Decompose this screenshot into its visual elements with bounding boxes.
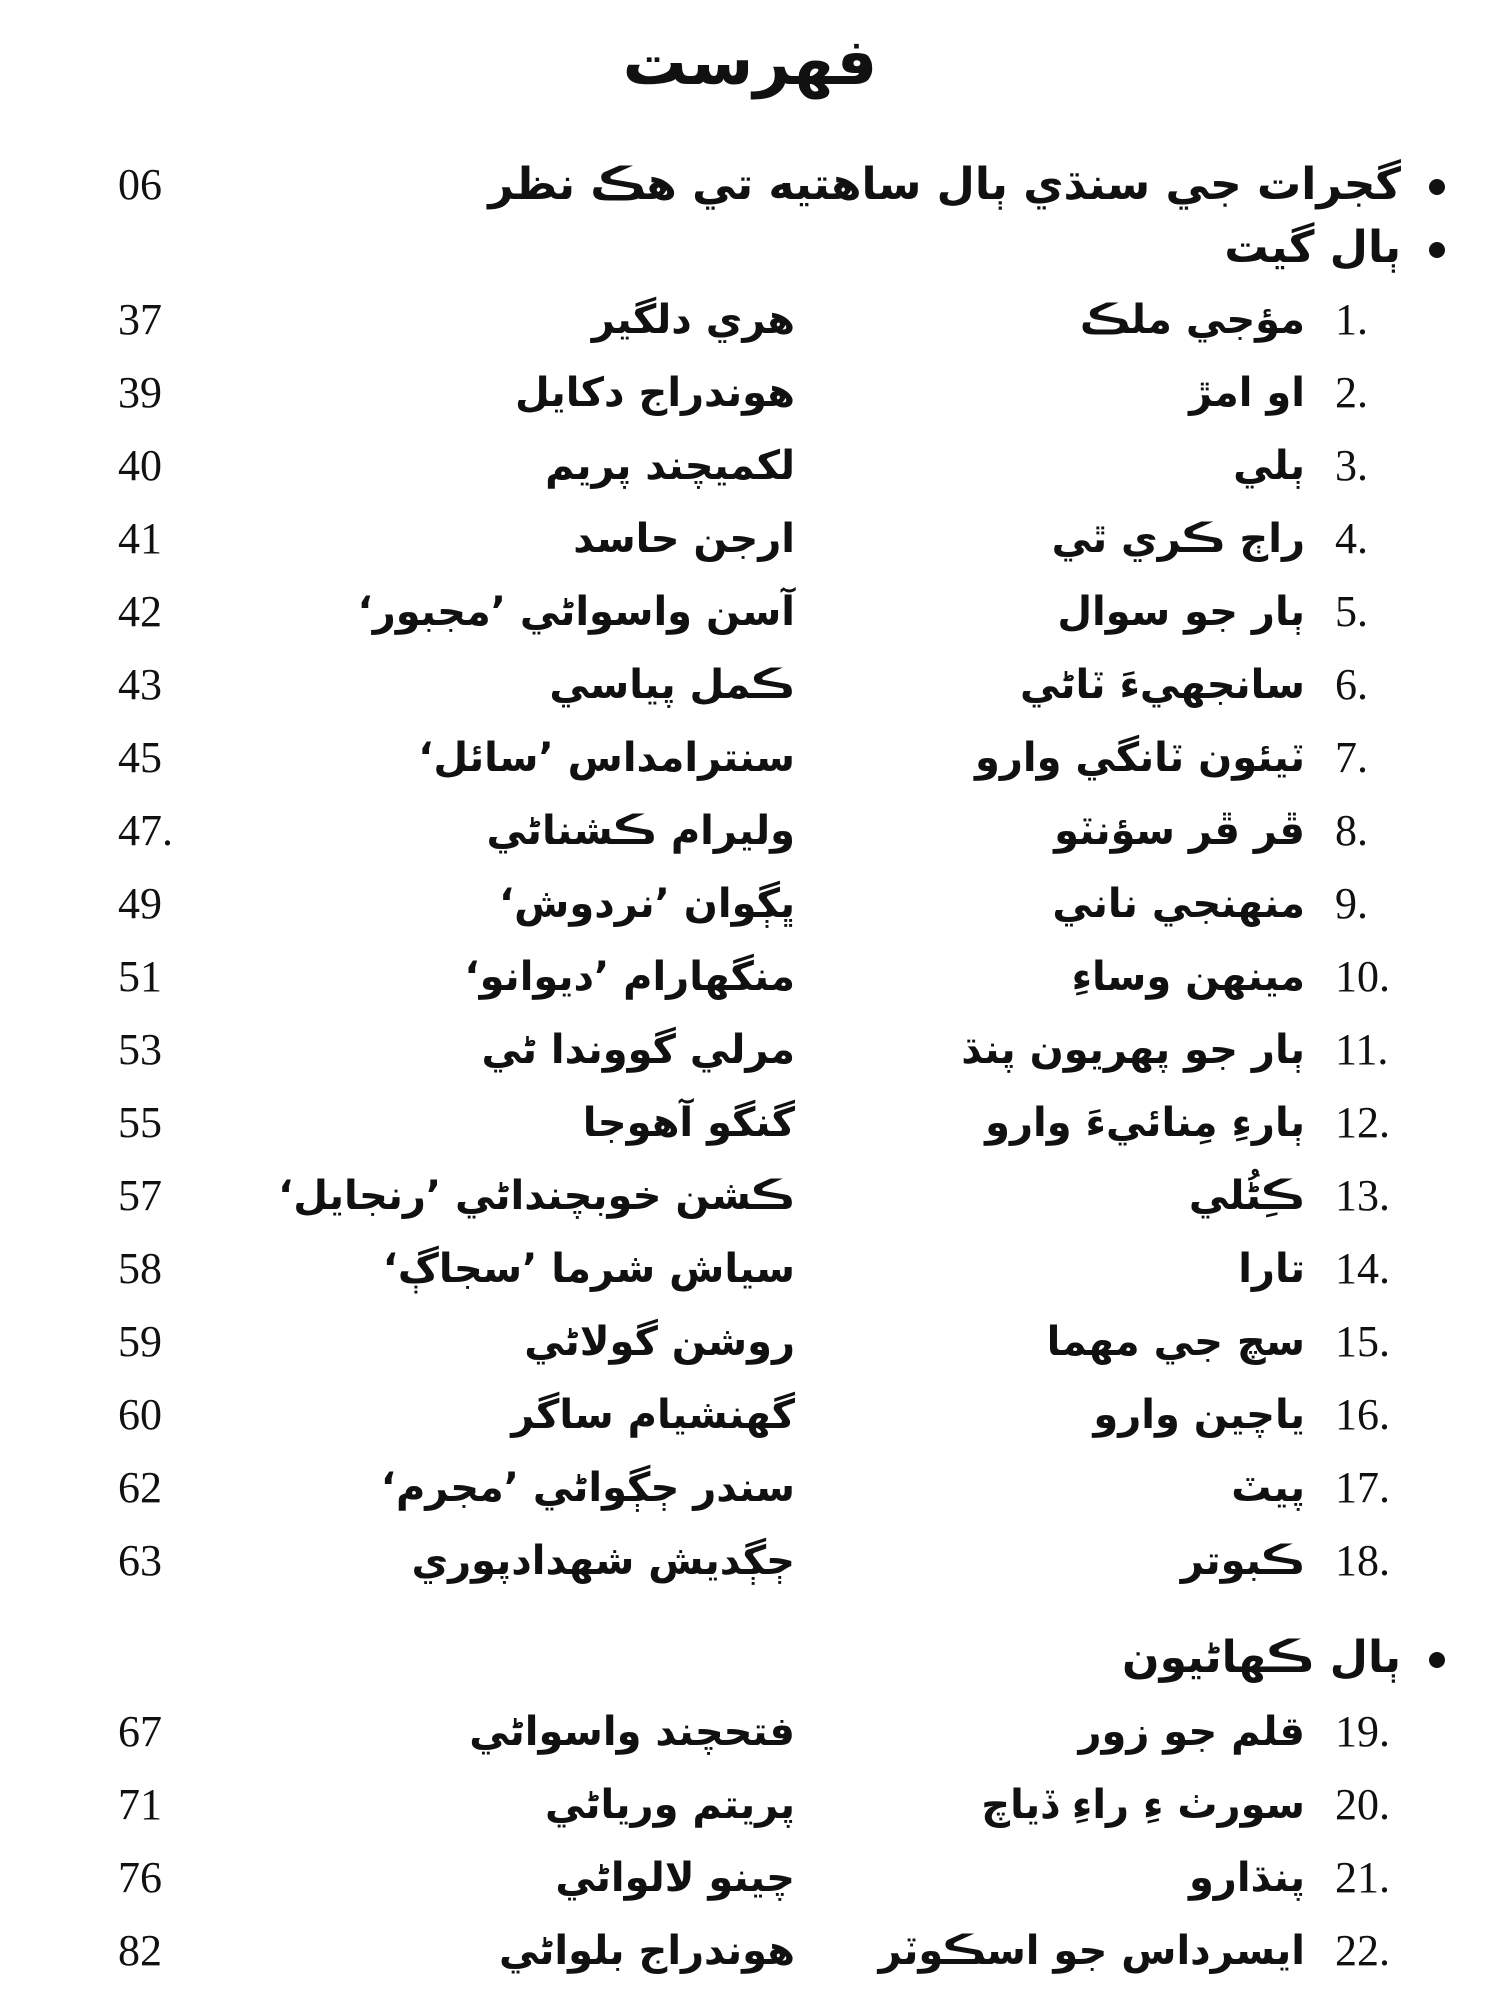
entry-title: ٻلي xyxy=(1233,443,1305,489)
entry-number: 16. xyxy=(1335,1390,1390,1439)
entry-title: مؤجي ملڪ xyxy=(1080,297,1305,343)
toc-row xyxy=(0,1166,1500,1226)
entry-page-number: 76 xyxy=(118,1853,162,1902)
entry-author: هري دلگير xyxy=(591,297,795,343)
section-page-number: 06 xyxy=(118,160,162,209)
entry-page-number: 39 xyxy=(118,368,162,417)
entry-title: ايسرداس جو اسڪوٽر xyxy=(878,1928,1305,1974)
entry-title: سچ جي مهما xyxy=(1046,1319,1305,1365)
entry-title: سانجهيءَ ٽاڻي xyxy=(1020,662,1305,708)
entry-author: پريتم ورياڻي xyxy=(545,1782,795,1828)
entry-page-number: 37 xyxy=(118,295,162,344)
entry-page-number: 82 xyxy=(118,1926,162,1975)
entry-title: ٻار جو پهريون پنڌ xyxy=(961,1027,1305,1073)
entry-title: پنڌارو xyxy=(1188,1855,1305,1901)
entry-number: 5. xyxy=(1335,587,1368,636)
entry-number: 6. xyxy=(1335,660,1368,709)
entry-author: ڄڳديش شهدادپوري xyxy=(411,1538,795,1584)
entry-page-number: 53 xyxy=(118,1025,162,1074)
toc-row xyxy=(0,874,1500,934)
entry-page-number: 41 xyxy=(118,514,162,563)
entry-number: 20. xyxy=(1335,1780,1390,1829)
toc-row xyxy=(0,1093,1500,1153)
entry-author: وليرام ڪشناڻي xyxy=(486,808,795,854)
entry-title: منهنجي ناني xyxy=(1052,881,1305,927)
toc-row xyxy=(0,1020,1500,1080)
entry-page-number: 57 xyxy=(118,1171,162,1220)
entry-page-number: 63 xyxy=(118,1536,162,1585)
toc-row xyxy=(0,728,1500,788)
entry-author: روشن گولاڻي xyxy=(524,1319,795,1365)
entry-number: 22. xyxy=(1335,1926,1390,1975)
entry-title: ٻار جو سوال xyxy=(1057,589,1305,635)
entry-title: راڄ ڪري ٿي xyxy=(1051,516,1305,562)
entry-title: سورٺ ءِ راءِ ڏياچ xyxy=(981,1782,1305,1828)
entry-author: ارجن حاسد xyxy=(573,516,795,562)
entry-title: ياچين وارو xyxy=(1093,1392,1305,1438)
entry-page-number: 59 xyxy=(118,1317,162,1366)
entry-author: سياش شرما ’سجاڳ‘ xyxy=(382,1246,795,1292)
entry-page-number: 60 xyxy=(118,1390,162,1439)
entry-number: 19. xyxy=(1335,1707,1390,1756)
entry-number: 14. xyxy=(1335,1244,1390,1293)
entry-page-number: 71 xyxy=(118,1780,162,1829)
toc-row xyxy=(0,1458,1500,1518)
entry-title: پيٽ xyxy=(1231,1465,1305,1511)
entry-author: چينو لالواڻي xyxy=(555,1855,795,1901)
entry-number: 9. xyxy=(1335,879,1368,928)
section-heading-songs xyxy=(1224,218,1445,278)
toc-row xyxy=(0,1848,1500,1908)
entry-page-number: 62 xyxy=(118,1463,162,1512)
entry-title: ٻارءِ مِنائيءَ وارو xyxy=(985,1100,1305,1146)
entry-author: هوندراج بلواڻي xyxy=(498,1928,795,1974)
entry-author: گهنشيام ساگر xyxy=(511,1392,795,1438)
entry-author: سنترامداس ’سائل‘ xyxy=(418,735,795,781)
entry-author: لکميچند پريم xyxy=(545,443,795,489)
entry-author: ڪمل پياسي xyxy=(549,662,795,708)
entry-page-number: 67 xyxy=(118,1707,162,1756)
entry-author: هوندراج دکايل xyxy=(515,370,795,416)
entry-author: گنگو آهوجا xyxy=(582,1100,795,1146)
section-heading-gujarat xyxy=(488,155,1445,215)
bullet-icon xyxy=(1429,179,1445,195)
entry-number: 13. xyxy=(1335,1171,1390,1220)
toc-row xyxy=(0,655,1500,715)
toc-row xyxy=(0,1239,1500,1299)
entry-page-number: 49 xyxy=(118,879,162,928)
section-label: ٻال ڪهاڻيون xyxy=(1122,1632,1401,1683)
entry-number: 17. xyxy=(1335,1463,1390,1512)
entry-title: ڦر ڦر سؤنٽو xyxy=(1054,808,1305,854)
toc-row xyxy=(0,801,1500,861)
toc-row xyxy=(0,1775,1500,1835)
entry-page-number: 47. xyxy=(118,806,173,855)
toc-row xyxy=(0,509,1500,569)
entry-title: مينهن وساءِ xyxy=(1071,954,1305,1000)
toc-row xyxy=(0,1312,1500,1372)
bullet-icon xyxy=(1429,242,1445,258)
entry-page-number: 51 xyxy=(118,952,162,1001)
entry-number: 18. xyxy=(1335,1536,1390,1585)
entry-page-number: 42 xyxy=(118,587,162,636)
entry-author: منگهارام ’ديوانو‘ xyxy=(464,954,795,1000)
entry-author: ڀڳوان ’نردوش‘ xyxy=(498,881,795,927)
entry-number: 12. xyxy=(1335,1098,1390,1147)
entry-page-number: 58 xyxy=(118,1244,162,1293)
entry-title: او امڙ xyxy=(1189,370,1305,416)
entry-title: ڪبوتر xyxy=(1180,1538,1305,1584)
entry-author: مرلي گووندا ڻي xyxy=(481,1027,795,1073)
entry-number: 7. xyxy=(1335,733,1368,782)
toc-row xyxy=(0,363,1500,423)
entry-number: 2. xyxy=(1335,368,1368,417)
entry-title: قلم جو زور xyxy=(1078,1709,1305,1755)
toc-row xyxy=(0,1385,1500,1445)
page-title: فهرست xyxy=(622,26,878,100)
entry-number: 15. xyxy=(1335,1317,1390,1366)
toc-row xyxy=(0,436,1500,496)
entry-title: ڪِڻُلي xyxy=(1188,1173,1305,1219)
section-label: گجرات جي سنڌي ٻال ساهتيه تي هڪ نظر xyxy=(488,159,1401,210)
toc-row xyxy=(0,1921,1500,1981)
entry-number: 1. xyxy=(1335,295,1368,344)
entry-title: ٽيئون ٽانگي وارو xyxy=(975,735,1305,781)
entry-number: 11. xyxy=(1335,1025,1389,1074)
entry-page-number: 45 xyxy=(118,733,162,782)
entry-page-number: 55 xyxy=(118,1098,162,1147)
entry-author: سندر ڄڳواڻي ’مجرم‘ xyxy=(380,1465,795,1511)
toc-row xyxy=(0,1702,1500,1762)
entry-page-number: 40 xyxy=(118,441,162,490)
toc-row xyxy=(0,1531,1500,1591)
toc-row xyxy=(0,582,1500,642)
entry-number: 4. xyxy=(1335,514,1368,563)
entry-author: ڪشن خوبچنداڻي ’رنجايل‘ xyxy=(278,1173,795,1219)
entry-page-number: 43 xyxy=(118,660,162,709)
entry-author: آسن واسواڻي ’مجبور‘ xyxy=(357,589,795,635)
bullet-icon xyxy=(1429,1652,1445,1668)
entry-number: 8. xyxy=(1335,806,1368,855)
entry-author: فتحچند واسواڻي xyxy=(469,1709,795,1755)
section-heading-stories xyxy=(1122,1628,1445,1688)
section-label: ٻال گيت xyxy=(1224,222,1401,273)
toc-row xyxy=(0,290,1500,350)
entry-number: 3. xyxy=(1335,441,1368,490)
toc-row xyxy=(0,947,1500,1007)
entry-number: 10. xyxy=(1335,952,1390,1001)
entry-title: تارا xyxy=(1238,1246,1305,1292)
entry-number: 21. xyxy=(1335,1853,1390,1902)
